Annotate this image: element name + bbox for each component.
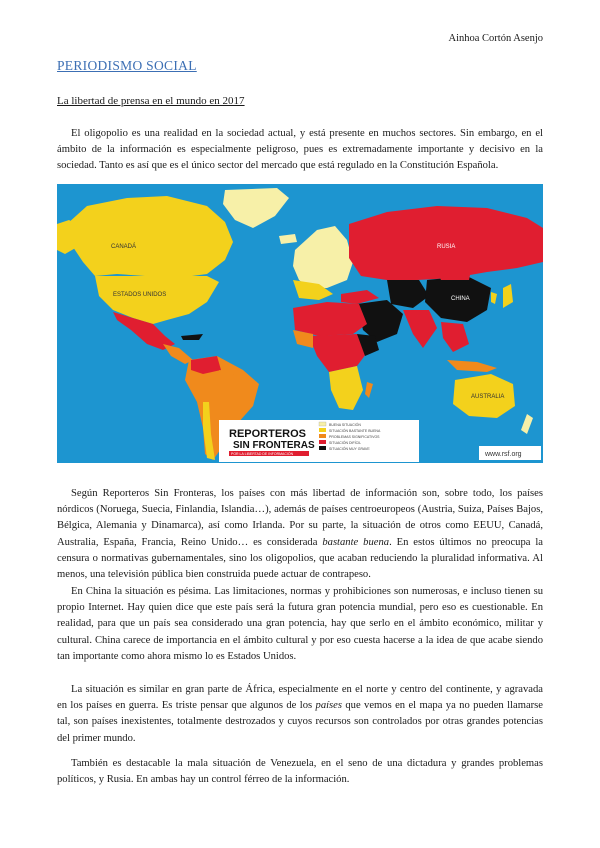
paragraph-venezuela-russia: También es destacable la mala situación de Venezuela, en el seno de una dictadura y grandes problemas políticos, y Rusia. En ambas hay un control férreo de la información. (57, 758, 543, 786)
paragraph-text: Según Reporteros Sin Fronteras, los países con más libertad de información son, sobre todo, los países nórdicos (Noruega, Suecia, Finlandia, Islandia…), además de países centroeuropeos (Austria, Suiza, Países Bajos, Bélgica, Alemania y Dinamarca), así como Irlanda. Por su parte, la situación de otros como EEUU, Canadá, Australia, España, Francia, Reino Unido… es considerada (57, 488, 543, 548)
legend-item: SITUACIÓN MUY GRAVE (329, 447, 370, 451)
author-name: Ainhoa Cortón Asenjo (448, 33, 543, 44)
paragraph-text: . En estos últimos no preocupa la censura o normativas gubernamentales, sino los oligopolios, que acaban reduciendo la pluralidad informativa. Al menos, una televisión pública bien construida puede actuar de contrapeso. (57, 536, 544, 581)
emphasis-text: países (315, 700, 342, 712)
rsf-url: www.rsf.org (485, 451, 522, 458)
press-freedom-map (57, 184, 543, 463)
legend-item: BUENA SITUACIÓN (329, 423, 361, 427)
rsf-logo-tagline: POR LA LIBERTAD DE INFORMACIÓN (231, 452, 294, 456)
africa-north (293, 302, 367, 336)
legend-item: PROBLEMAS SIGNIFICATIVOS (329, 435, 380, 439)
paragraph-text: que vemos en el mapa ya no pueden llamarse tal, son países inexistentes, totalmente destrozados y cuyos recursos son controlados por otras grandes potencias del primer mundo. (57, 700, 543, 744)
rsf-logo-line2: SIN FRONTERAS (233, 440, 315, 451)
label-canada: CANADÁ (111, 244, 137, 250)
paragraph-china: En China la situación es pésima. Las limitaciones, normas y prohibiciones son numerosas, e incluso tienen su propio Internet. Hay quien dice que este país será la futura gran potencia mundial, pero eso es cuestionable. En realidad, para que un país sea considerado una gran potencia, hay que serlo en el ámbito económico, militar y cultural. China carece de importancia en el ámbito cultural y por eso cuesta hacerse a la idea de que acabe siendo tan importante como ahora mismo lo es Estados Unidos. (57, 586, 543, 662)
document-subtitle: La libertad de prensa en el mundo en 2017 (57, 95, 245, 107)
canada (67, 196, 233, 278)
emphasis-text: bastante buena (322, 536, 390, 548)
label-australia: AUSTRALIA (471, 394, 505, 400)
document-title: PERIODISMO SOCIAL (57, 58, 197, 73)
paragraph-intro: El oligopolio es una realidad en la sociedad actual, y está presente en muchos sectores. Sin embargo, en el ámbito de la información es especialmente peligroso, pues es extremadamente importante y decisivo en la sociedad. Tanto es así que es el único sector del mercado que está regulado en la Constitución Española. (57, 128, 543, 172)
paragraph-free-countries (57, 486, 543, 583)
legend-item: SITUACIÓN DIFÍCIL (329, 441, 362, 445)
paragraph-africa (57, 682, 543, 747)
label-russia: RUSIA (437, 244, 456, 250)
label-china: CHINA (451, 296, 470, 302)
rsf-logo-line1: REPORTEROS (229, 428, 307, 440)
paragraph-text: La situación es similar en gran parte de África, especialmente en el norte y centro del continente, y agravada en los países en guerra. Es triste pensar que algunos de los (57, 684, 543, 712)
legend-item: SITUACIÓN BASTANTE BUENA (329, 429, 381, 433)
label-usa: ESTADOS UNIDOS (113, 292, 167, 298)
